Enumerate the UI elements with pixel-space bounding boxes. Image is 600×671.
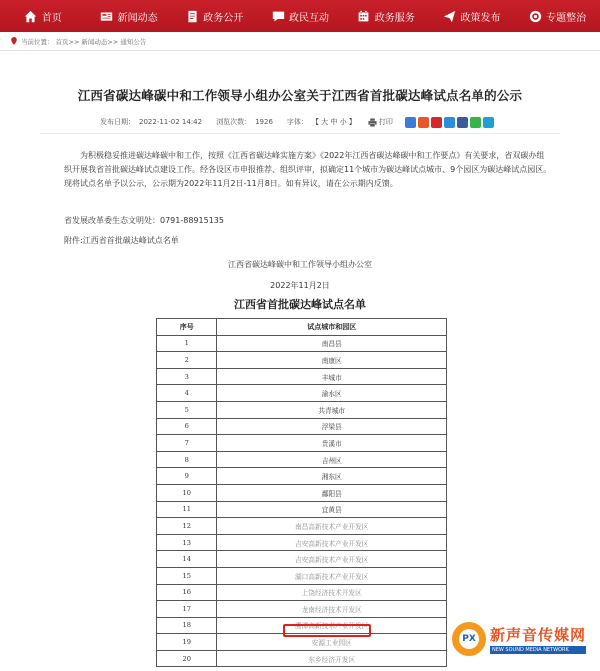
- breadcrumb-divider: [0, 50, 600, 51]
- breadcrumb-link-home[interactable]: 首页>>: [55, 37, 80, 46]
- article-paragraph: 为积极稳妥推进碳达峰碳中和工作，按照《江西省碳达峰实施方案》《2022年江西省碳达峰碳中和工作要点》有关要求，省双碳办组织开展我省首批碳达峰试点建设工作。经各设区市申报推荐、组织评审，拟确定11个城市为碳达峰试点城市、9个园区为碳达峰试点园区。现将试点名单予以公示，公示期为2022年11月2日-11月8日。如有异议，请在公示期内反馈。: [64, 151, 552, 188]
- nav-item-label: 新闻动态: [117, 12, 158, 24]
- row-number: 12: [157, 518, 217, 535]
- table-row: [157, 501, 447, 518]
- watermark-logo-icon: [452, 622, 486, 656]
- row-name: 南昌高新技术产业开发区: [217, 518, 447, 535]
- table-row: [157, 385, 447, 402]
- publish-date: 2022-11-02 14:42: [139, 118, 203, 126]
- share-qzone-icon[interactable]: [418, 117, 429, 128]
- pilot-list-table: [156, 318, 447, 667]
- contact-line: 省发展改革委生态文明处：0791-88915135: [64, 216, 224, 225]
- list-title: 江西省首批碳达峰试点名单: [234, 298, 366, 311]
- nav-item-service[interactable]: [343, 0, 429, 32]
- row-number: 6: [157, 418, 217, 435]
- topic-icon: [528, 9, 542, 23]
- table-row: [157, 335, 447, 352]
- table-row: [157, 551, 447, 568]
- nav-item-label: 政民互动: [289, 12, 330, 24]
- nav-item-interaction[interactable]: [257, 0, 343, 32]
- nav-item-label: 政务公开: [203, 12, 244, 24]
- row-number: 4: [157, 385, 217, 402]
- nav-item-label: 专题整治: [546, 12, 587, 24]
- row-number: 5: [157, 401, 217, 418]
- table-row: [157, 567, 447, 584]
- row-number: 10: [157, 484, 217, 501]
- views-count: 1926: [255, 118, 273, 126]
- row-name: 渝水区: [217, 385, 447, 402]
- share-buttons: [405, 117, 496, 128]
- row-number: 1: [157, 335, 217, 352]
- table-row: [157, 418, 447, 435]
- nav-item-label: 政务服务: [374, 12, 415, 24]
- row-name: 湖口高新技术产业开发区: [217, 567, 447, 584]
- watermark-name-cn: 新声音传媒网: [490, 626, 587, 644]
- table-header-row: [157, 319, 447, 336]
- row-name: 南康区: [217, 352, 447, 369]
- watermark-name-en: NEW SOUND MEDIA NETWORK: [490, 646, 586, 654]
- views-label: 浏览次数：: [216, 118, 252, 126]
- watermark: [452, 622, 586, 656]
- nav-item-gov-open[interactable]: [171, 0, 257, 32]
- row-name: 鄱阳县: [217, 484, 447, 501]
- table-row: [157, 518, 447, 535]
- watermark-logo-text: PX: [459, 629, 479, 649]
- share-weibo-icon[interactable]: [431, 117, 442, 128]
- table-row: [157, 401, 447, 418]
- share-wechat-icon[interactable]: [470, 117, 481, 128]
- table-row: [157, 435, 447, 452]
- table-row: [157, 601, 447, 618]
- row-number: 14: [157, 551, 217, 568]
- row-name: 吉安高新技术产业开发区: [217, 551, 447, 568]
- location-pin-icon: [10, 37, 18, 45]
- table-row: [157, 650, 447, 667]
- print-button[interactable]: [368, 117, 393, 127]
- row-name: 宜黄县: [217, 501, 447, 518]
- row-number: 16: [157, 584, 217, 601]
- row-number: 9: [157, 468, 217, 485]
- row-number: 3: [157, 368, 217, 385]
- row-name: 安源工业园区: [217, 634, 447, 651]
- meta-divider: [40, 133, 560, 134]
- row-number: 18: [157, 617, 217, 634]
- row-name: 贵溪市: [217, 435, 447, 452]
- row-number: 7: [157, 435, 217, 452]
- row-name: 南昌县: [217, 335, 447, 352]
- nav-item-policy[interactable]: [429, 0, 515, 32]
- table-row: [157, 484, 447, 501]
- breadcrumb-link-notice[interactable]: 通知公告: [120, 37, 147, 46]
- publish-date-label: 发布日期：: [100, 118, 135, 126]
- row-name: 吉州区: [217, 451, 447, 468]
- header-name: 试点城市和园区: [217, 319, 447, 336]
- row-name: 共青城市: [217, 401, 447, 418]
- table-row: [157, 584, 447, 601]
- font-size-label: 字体：: [286, 118, 308, 126]
- row-name: 东乡经济开发区: [217, 650, 447, 667]
- nav-item-label: 政策发布: [460, 12, 501, 24]
- table-row: [157, 468, 447, 485]
- row-number: 2: [157, 352, 217, 369]
- breadcrumb-link-news[interactable]: 新闻动态>>: [81, 37, 119, 46]
- news-icon: [100, 9, 114, 23]
- row-number: 13: [157, 534, 217, 551]
- signer: 江西省碳达峰碳中和工作领导小组办公室: [228, 260, 372, 269]
- article-title: 江西省碳达峰碳中和工作领导小组办公室关于江西省首批碳达峰试点名单的公示: [77, 88, 523, 103]
- send-icon: [442, 9, 456, 23]
- row-number: 15: [157, 567, 217, 584]
- article-meta: [100, 115, 500, 129]
- share-plus-icon[interactable]: [405, 117, 416, 128]
- table-row: [157, 368, 447, 385]
- nav-item-home[interactable]: [0, 0, 86, 32]
- row-name: 丰城市: [217, 368, 447, 385]
- document-icon: [185, 9, 199, 23]
- attachment-line[interactable]: 附件:江西省首批碳达峰试点名单: [64, 236, 179, 245]
- highlight-box: [283, 624, 371, 637]
- nav-item-label: 首页: [41, 12, 62, 24]
- table-row: [157, 352, 447, 369]
- row-number: 8: [157, 451, 217, 468]
- table-row: [157, 451, 447, 468]
- message-icon: [271, 9, 285, 23]
- row-name: 龙南经济技术开发区: [217, 601, 447, 618]
- breadcrumb: [10, 34, 148, 48]
- row-name: 湘东区: [217, 468, 447, 485]
- printer-icon: [368, 118, 377, 127]
- share-renren-icon[interactable]: [457, 117, 468, 128]
- print-label: 打印: [378, 118, 393, 126]
- service-icon: [357, 9, 371, 23]
- row-name: 浮梁县: [217, 418, 447, 435]
- row-number: 11: [157, 501, 217, 518]
- header-number: 序号: [157, 319, 217, 336]
- row-number: 20: [157, 650, 217, 667]
- sign-date: 2022年11月2日: [270, 281, 330, 290]
- top-nav: [0, 0, 600, 32]
- row-number: 19: [157, 634, 217, 651]
- row-name: 鹰潭高新技术产业开发区: [217, 617, 447, 634]
- breadcrumb-prefix: 当前位置：: [21, 37, 54, 46]
- table-row: [157, 534, 447, 551]
- share-tencent-icon[interactable]: [444, 117, 455, 128]
- nav-item-news[interactable]: [86, 0, 172, 32]
- row-name: 上饶经济技术开发区: [217, 584, 447, 601]
- row-name: 吉安高新技术产业开发区: [217, 534, 447, 551]
- row-number: 17: [157, 601, 217, 618]
- font-size-selector[interactable]: 【 大 中 小 】: [311, 118, 356, 126]
- share-douban-icon[interactable]: [483, 117, 494, 128]
- home-icon: [24, 9, 38, 23]
- nav-item-topic[interactable]: [514, 0, 600, 32]
